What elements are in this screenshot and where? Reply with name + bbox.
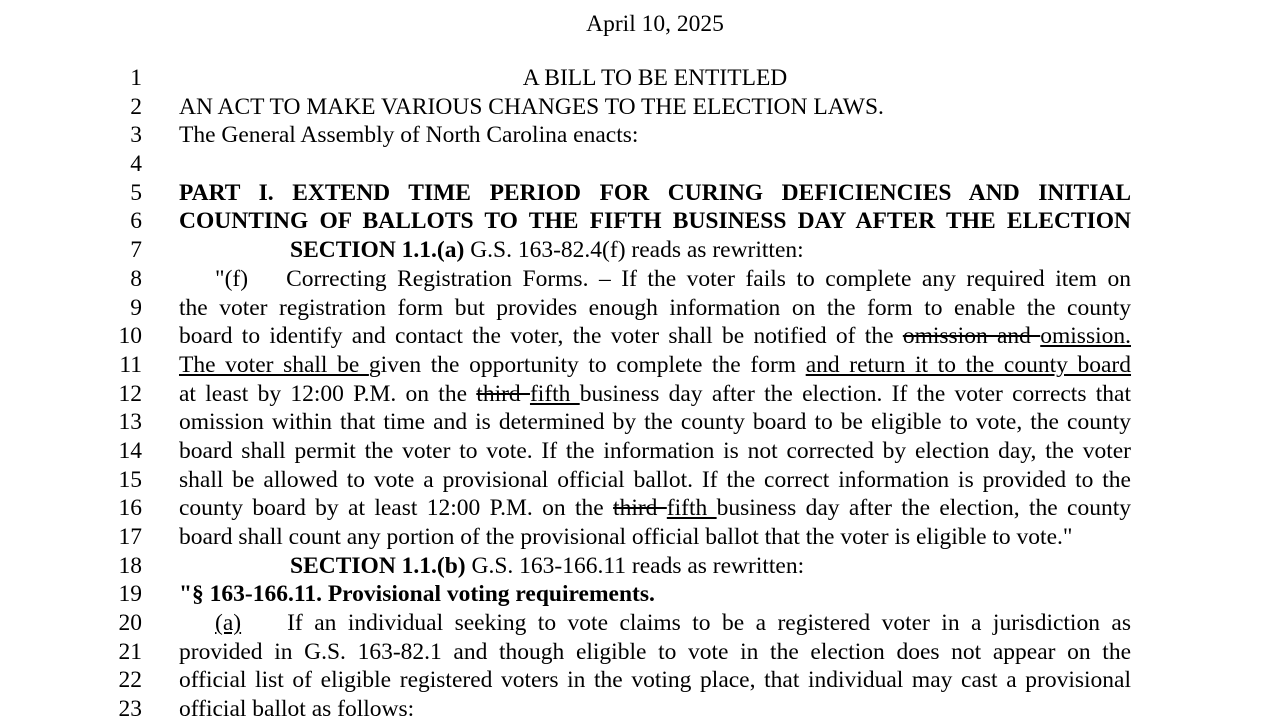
inserted-text: The voter shall be [179,351,369,378]
line-number: 15 [118,466,142,493]
line-number: 11 [119,351,142,378]
part-heading: PART I. EXTEND TIME PERIOD FOR CURING DEFICIENCIES AND INITIAL [179,179,1131,206]
text-run: given the opportunity to complete the form [368,351,806,378]
deleted-text: omission and [902,323,1041,350]
subsection-line [179,265,1131,294]
text-run: board to identify and contact the voter, the voter shall be notified of the [179,323,903,350]
body-text: provided in G.S. 163-82.1 and though eligible to vote in the election does not appear on the [179,638,1131,665]
document-date: April 10, 2025 [586,11,724,37]
body-text: omission within that time and is determined by the county board to be eligible to vote, the county [179,409,1131,436]
act-title: AN ACT TO MAKE VARIOUS CHANGES TO THE ELECTION LAWS. [179,93,884,120]
line-number: 22 [118,667,142,694]
line-number: 6 [130,208,142,235]
line-number: 18 [118,552,142,579]
line-number: 14 [118,437,142,464]
line-6 [0,207,1265,236]
line-14 [0,437,1265,466]
subsection-label: (a) [215,610,242,637]
text-run: business day after the election. If the voter corrects that [579,380,1131,407]
section-line [179,236,1131,265]
part-heading: COUNTING OF BALLOTS TO THE FIFTH BUSINESS DAY AFTER THE ELECTION [179,208,1131,235]
body-text [179,380,1131,409]
line-number: 13 [118,409,142,436]
deleted-text: third [476,380,530,407]
subsection-line [179,609,1131,638]
line-21 [0,638,1265,667]
line-23 [0,695,1265,724]
statute-heading: "§ 163-166.11. Provisional voting requirements. [179,581,655,608]
body-text: the voter registration form but provides enough information on the form to enable the county [179,294,1131,321]
section-line [179,552,1131,581]
line-number: 16 [118,495,142,522]
bill-text [0,64,1265,724]
line-number: 8 [130,265,142,292]
inserted-text: and return it to the county board [805,351,1132,378]
line-number: 2 [130,93,142,120]
line-7 [0,236,1265,265]
deleted-text: third [613,495,667,522]
line-20 [0,609,1265,638]
line-17 [0,523,1265,552]
line-number: 23 [118,696,142,723]
line-8 [0,265,1265,294]
line-11 [0,351,1265,380]
line-4 [0,150,1265,179]
line-19 [0,580,1265,609]
line-number: 10 [118,323,142,350]
line-1 [0,64,1265,93]
line-16 [0,494,1265,523]
text-run: at least by 12:00 P.M. on the [179,380,477,407]
body-text: board shall permit the voter to vote. If the information is not corrected by election day, the voter [179,437,1131,464]
line-number: 7 [130,237,142,264]
line-2 [0,93,1265,122]
line-18 [0,552,1265,581]
body-text: official list of eligible registered voters in the voting place, that individual may cast a provisional [179,667,1131,694]
subsection-label: "(f) [215,265,249,292]
subsection-text: Correcting Registration Forms. – If the voter fails to complete any required item on [286,265,1131,292]
body-text [179,322,1131,351]
body-text: board shall count any portion of the provisional official ballot that the voter is eligible to vote." [179,524,1073,550]
line-number: 1 [130,65,142,91]
line-number: 3 [130,122,142,149]
inserted-text: fifth [529,380,580,407]
line-3 [0,121,1265,150]
line-13 [0,408,1265,437]
line-5 [0,179,1265,208]
text-run: business day after the election, the county [716,495,1132,522]
subsection-text: If an individual seeking to vote claims to be a registered voter in a jurisdiction as [287,610,1131,637]
line-number: 17 [118,524,142,550]
line-number: 5 [130,179,142,206]
body-text: shall be allowed to vote a provisional official ballot. If the correct information is provided to the [179,466,1131,493]
line-number: 12 [118,380,142,407]
body-text: official ballot as follows: [179,696,415,723]
line-22 [0,666,1265,695]
line-number: 9 [130,294,142,321]
line-15 [0,466,1265,495]
line-number: 21 [118,638,142,665]
line-number: 20 [118,610,142,637]
section-label: SECTION 1.1.(a) [290,237,465,264]
enacting-clause: The General Assembly of North Carolina enacts: [179,122,639,149]
line-number: 4 [130,151,142,178]
line-10 [0,322,1265,351]
inserted-text: fifth [666,495,717,522]
text-run: county board by at least 12:00 P.M. on the [179,495,614,522]
body-text [179,494,1131,523]
inserted-text: omission. [1040,323,1131,350]
line-number: 19 [118,581,142,608]
line-9 [0,294,1265,323]
section-text: G.S. 163-166.11 reads as rewritten: [465,552,805,579]
body-text [179,351,1131,380]
section-label: SECTION 1.1.(b) [290,552,466,579]
section-text: G.S. 163-82.4(f) reads as rewritten: [464,237,804,264]
line-12 [0,380,1265,409]
bill-title: A BILL TO BE ENTITLED [522,65,788,91]
